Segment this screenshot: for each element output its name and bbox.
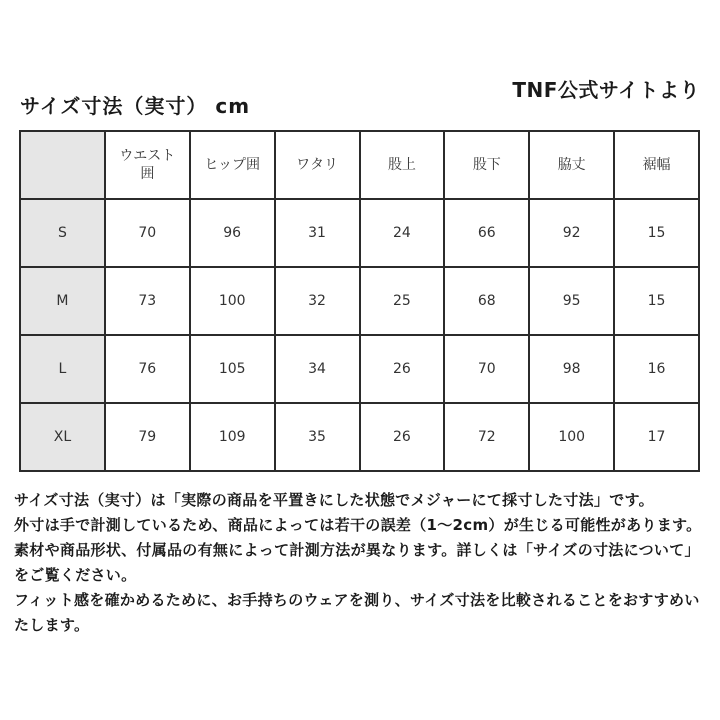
page-title: サイズ寸法（実寸） cm xyxy=(20,94,251,118)
table-cell: 26 xyxy=(360,403,445,471)
table-cell: 34 xyxy=(275,335,360,403)
notes-section xyxy=(14,488,708,638)
table-cell: 96 xyxy=(190,199,275,267)
table-row xyxy=(20,199,699,267)
table-cell: 95 xyxy=(529,267,614,335)
table-cell: 17 xyxy=(614,403,699,471)
table-cell: 31 xyxy=(275,199,360,267)
table-cell: 92 xyxy=(529,199,614,267)
header-thigh: ワタリ xyxy=(275,131,360,199)
table-cell: 105 xyxy=(190,335,275,403)
note-paragraph: サイズ寸法（実寸）は「実際の商品を平置きにした状態でメジャーにて採寸した寸法」です。 xyxy=(14,491,654,509)
table-cell: 70 xyxy=(105,199,190,267)
size-table xyxy=(19,130,700,472)
note-paragraph: 外寸は手で計測しているため、商品によっては若干の誤差（1〜2cm）が生じる可能性があります。 xyxy=(14,516,702,534)
table-row xyxy=(20,335,699,403)
table-cell: 24 xyxy=(360,199,445,267)
table-cell: 15 xyxy=(614,199,699,267)
table-cell: 100 xyxy=(529,403,614,471)
table-cell: 68 xyxy=(444,267,529,335)
size-label: L xyxy=(20,335,105,403)
note-paragraph: フィット感を確かめるために、お手持ちのウェアを測り、サイズ寸法を比較されることをおすすめいたします。 xyxy=(14,591,700,634)
header-waist xyxy=(105,131,190,199)
table-row xyxy=(20,403,699,471)
size-label: M xyxy=(20,267,105,335)
header-outseam: 脇丈 xyxy=(529,131,614,199)
header-rise: 股上 xyxy=(360,131,445,199)
table-cell: 72 xyxy=(444,403,529,471)
size-label: S xyxy=(20,199,105,267)
table-cell: 73 xyxy=(105,267,190,335)
table-cell: 15 xyxy=(614,267,699,335)
table-cell: 70 xyxy=(444,335,529,403)
header-label: ウエスト 囲 xyxy=(119,148,176,182)
table-cell: 109 xyxy=(190,403,275,471)
table-cell: 35 xyxy=(275,403,360,471)
header-hem-width: 裾幅 xyxy=(614,131,699,199)
table-cell: 98 xyxy=(529,335,614,403)
table-header-row xyxy=(20,131,699,199)
header-hip: ヒップ囲 xyxy=(190,131,275,199)
table-cell: 100 xyxy=(190,267,275,335)
table-corner-cell xyxy=(20,131,105,199)
note-paragraph: 素材や商品形状、付属品の有無によって計測方法が異なります。詳しくは「サイズの寸法について」をご覧ください。 xyxy=(14,541,700,584)
table-cell: 25 xyxy=(360,267,445,335)
table-cell: 26 xyxy=(360,335,445,403)
table-row xyxy=(20,267,699,335)
size-label: XL xyxy=(20,403,105,471)
table-cell: 79 xyxy=(105,403,190,471)
table-cell: 32 xyxy=(275,267,360,335)
table-cell: 66 xyxy=(444,199,529,267)
table-cell: 16 xyxy=(614,335,699,403)
source-label: TNF公式サイトより xyxy=(512,78,700,102)
header-inseam: 股下 xyxy=(444,131,529,199)
table-cell: 76 xyxy=(105,335,190,403)
